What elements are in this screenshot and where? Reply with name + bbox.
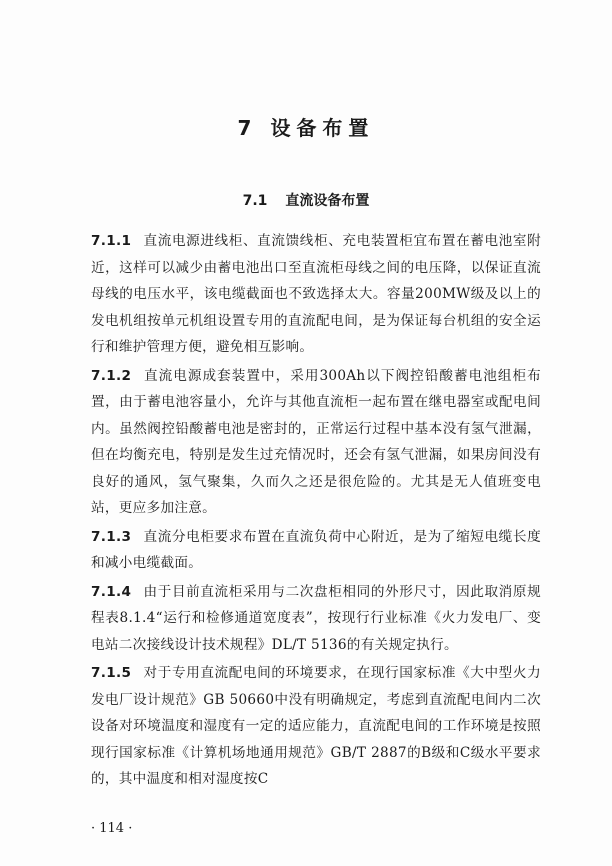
clause-7-1-3: [91, 524, 541, 577]
clause-number: 7.1.5: [91, 665, 132, 681]
clause-7-1-5: [91, 660, 541, 793]
clause-number: 7.1.2: [91, 367, 132, 384]
clause-number: 7.1.4: [91, 583, 132, 600]
clause-text: 直流分电柜要求布置在直流负荷中心附近，是为了缩短电缆长度和减小电缆截面。: [91, 528, 541, 571]
clause-7-1-4: [91, 579, 541, 659]
chapter-number: 7: [237, 116, 258, 140]
clause-7-1-2: [91, 363, 541, 522]
clause-number: 7.1.1: [91, 233, 132, 249]
clause-text: 直流电源成套装置中，采用300Ah以下阀控铅酸蓄电池组柜布置，由于蓄电池容量小，允许与其他直流柜一起布置在继电器室或配电间内。虽然阀控铅酸蓄电池是密封的，正常运行过程中基本没有氢气泄漏，但在均衡充电，特别是发生过充情况时，还会有氢气泄漏，如果房间没有良好的通风，氢气聚集，久而久之还是很危险的。尤其是无人值班变电站，更应多加注意。: [91, 367, 541, 516]
section-number: 7.1: [242, 193, 268, 209]
clause-list: [91, 228, 541, 795]
section-heading: [0, 190, 612, 212]
clause-text: 对于专用直流配电间的环境要求，在现行国家标准《大中型火力发电厂设计规范》GB 50660中没有明确规定，考虑到直流配电间内二次设备对环境温度和湿度有一定的适应能力，直流配电间的工作环境是按照现行国家标准《计算机场地通用规范》GB/T 2887的B级和C级水平要求的，其中温度和相对湿度按C: [91, 665, 541, 787]
clause-text: 由于目前直流柜采用与二次盘柜相同的外形尺寸，因此取消原规程表8.1.4“运行和检修通道宽度表”，按现行行业标准《火力发电厂、变电站二次接线设计技术规程》DL/T 5136的有关规定执行。: [91, 583, 541, 653]
clause-number: 7.1.3: [91, 528, 132, 545]
page-number: · 114 ·: [91, 821, 133, 836]
clause-text: 直流电源进线柜、直流馈线柜、充电装置柜宜布置在蓄电池室附近，这样可以减少由蓄电池出口至直流柜母线之间的电压降，以保证直流母线的电压水平，该电缆截面也不致选择太大。容量200MW级及以上的发电机组按单元机组设置专用的直流配电间，是为保证每台机组的安全运行和维护管理方便，避免相互影响。: [91, 233, 541, 355]
clause-7-1-1: [91, 228, 541, 361]
chapter-title-text: 设备布置: [270, 116, 375, 140]
section-title-text: 直流设备布置: [285, 193, 370, 209]
chapter-heading: [0, 114, 612, 142]
